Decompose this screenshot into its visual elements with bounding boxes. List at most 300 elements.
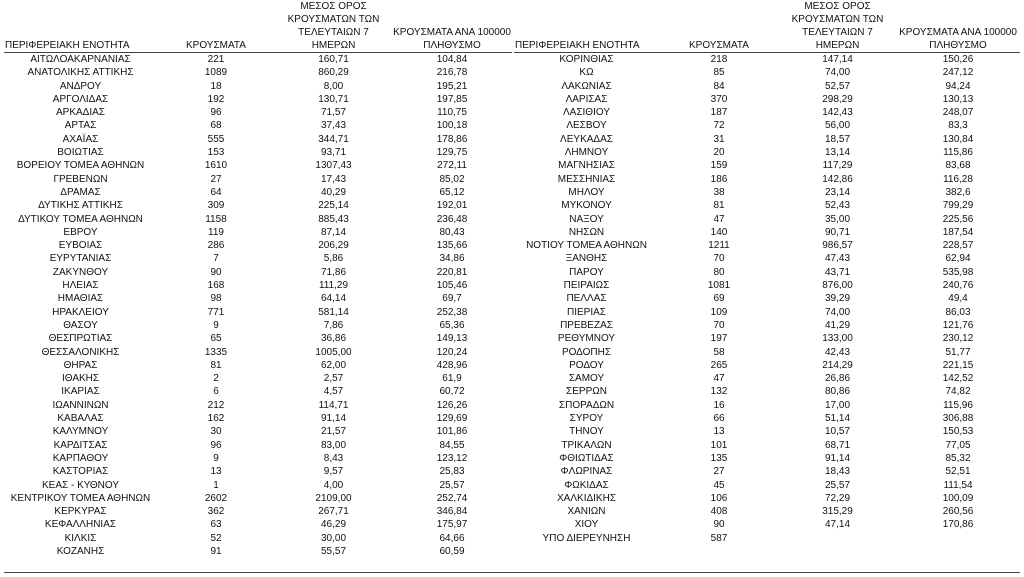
per100k-cell: 64,66	[439, 532, 465, 544]
region-cell: ΘΕΣΣΑΛΟΝΙΚΗΣ	[41, 346, 120, 358]
per100k-cell: 83,68	[945, 160, 971, 172]
avg7-cell: 72,29	[824, 492, 851, 504]
avg7-cell: 10,57	[824, 426, 851, 438]
cases-cell: 7	[213, 253, 219, 265]
cases-cell: 1211	[708, 240, 730, 252]
per100k-cell: 221,15	[942, 359, 974, 371]
table-row	[4, 452, 512, 465]
table-row	[4, 226, 512, 239]
cases-cell: 98	[210, 293, 222, 305]
avg7-cell: 344,71	[318, 133, 349, 145]
avg7-cell: 130,71	[318, 93, 349, 105]
per100k-cell: 248,07	[942, 107, 974, 119]
table-row	[514, 239, 1020, 252]
region-cell: ΑΡΤΑΣ	[64, 120, 97, 132]
per100k-cell: 142,52	[942, 373, 974, 385]
cases-cell: 408	[710, 506, 728, 518]
per100k-cell: 51,77	[945, 346, 971, 358]
cases-cell: 101	[710, 439, 728, 451]
per100k-cell: 60,72	[439, 386, 465, 398]
table-row	[514, 159, 1020, 172]
region-cell: ΞΑΝΘΗΣ	[565, 253, 608, 265]
region-cell: ΡΕΘΥΜΝΟΥ	[557, 333, 616, 345]
region-cell: ΑΡΚΑΔΙΑΣ	[56, 107, 105, 119]
per100k-cell: 65,36	[439, 319, 465, 331]
table-row	[4, 439, 512, 452]
avg7-cell: 46,29	[320, 519, 347, 531]
avg7-cell: 876,00	[822, 280, 853, 292]
avg7-cell: 111,29	[318, 280, 349, 292]
table-row	[514, 532, 1020, 545]
table-row	[514, 346, 1020, 359]
table-row	[514, 372, 1020, 385]
cases-cell: 218	[710, 54, 728, 65]
per100k-cell: 247,12	[942, 67, 974, 79]
cases-cell: 30	[210, 426, 222, 438]
per100k-cell: 306,88	[942, 413, 974, 425]
region-cell: ΚΑΣΤΟΡΙΑΣ	[52, 466, 109, 478]
table-row	[514, 332, 1020, 345]
region-cell: ΠΡΕΒΕΖΑΣ	[560, 319, 613, 331]
per100k-cell: 149,13	[436, 333, 468, 345]
region-cell: ΑΝΔΡΟΥ	[59, 80, 102, 92]
per100k-cell: 116,28	[943, 173, 973, 185]
per100k-cell: 61,9	[442, 373, 462, 385]
region-cell: ΧΑΛΚΙΔΙΚΗΣ	[557, 492, 616, 504]
cases-cell: 1089	[204, 67, 228, 79]
header-region: ΠΕΡΙΦΕΡΕΙΑΚΗ ΕΝΟΤΗΤΑ	[4, 0, 157, 53]
region-cell: ΠΑΡΟΥ	[569, 266, 604, 278]
cases-cell: 153	[207, 147, 225, 159]
avg7-cell: 80,86	[824, 386, 851, 398]
avg7-cell: 4,00	[323, 479, 344, 491]
region-cell: ΚΕΡΚΥΡΑΣ	[54, 506, 107, 518]
table-row	[4, 173, 512, 186]
avg7-cell: 5,86	[323, 253, 344, 265]
table-row	[4, 106, 512, 119]
region-cell: ΧΑΝΙΩΝ	[567, 506, 606, 518]
avg7-cell: 74,00	[824, 306, 851, 318]
avg7-cell: 21,57	[320, 426, 347, 438]
per100k-cell: 260,56	[942, 506, 974, 518]
avg7-cell: 91,14	[824, 452, 851, 464]
cases-cell: 70	[713, 319, 725, 331]
table-row	[514, 279, 1020, 292]
table-row	[514, 385, 1020, 398]
region-cell: ΠΙΕΡΙΑΣ	[567, 306, 606, 318]
region-cell: ΣΥΡΟΥ	[569, 413, 604, 425]
region-cell: ΕΥΒΟΙΑΣ	[58, 240, 103, 252]
per100k-cell: 105,46	[436, 280, 468, 292]
table-row	[514, 133, 1020, 146]
avg7-cell: 160,71	[318, 54, 349, 65]
header-cases: ΚΡΟΥΣΜΑΤΑ	[659, 0, 779, 53]
per100k-cell: 150,53	[942, 426, 974, 438]
cases-cell: 47	[713, 213, 725, 225]
cases-cell: 187	[710, 107, 728, 119]
region-cell: ΗΛΕΙΑΣ	[62, 280, 99, 292]
per100k-cell: 110,75	[437, 107, 467, 119]
table-row	[4, 279, 512, 292]
region-cell: ΚΟΖΑΝΗΣ	[56, 545, 105, 557]
per100k-cell: 52,51	[945, 466, 971, 478]
region-cell: ΗΜΑΘΙΑΣ	[57, 293, 104, 305]
avg7-cell: 17,43	[320, 173, 347, 185]
per100k-cell: 150,26	[942, 54, 974, 65]
avg7-cell: 51,14	[824, 413, 851, 425]
per100k-cell: 85,32	[945, 452, 971, 464]
avg7-cell: 35,00	[824, 213, 851, 225]
avg7-cell: 117,29	[822, 160, 853, 172]
table-row	[4, 532, 512, 545]
region-cell: ΗΡΑΚΛΕΙΟΥ	[52, 306, 109, 318]
region-cell: ΕΒΡΟΥ	[63, 226, 98, 238]
region-cell: ΓΡΕΒΕΝΩΝ	[53, 173, 108, 185]
per100k-cell: 272,11	[437, 160, 467, 172]
per100k-cell: 230,12	[942, 333, 974, 345]
avg7-cell: 47,43	[824, 253, 851, 265]
table-row	[514, 266, 1020, 279]
per100k-cell: 77,05	[945, 439, 971, 451]
table-row	[4, 465, 512, 478]
region-cell: ΔΡΑΜΑΣ	[60, 186, 101, 198]
avg7-cell: 47,14	[824, 519, 851, 531]
avg7-cell: 133,00	[822, 333, 853, 345]
region-cell: ΠΕΙΡΑΙΩΣ	[563, 280, 610, 292]
cases-cell: 91	[210, 545, 222, 557]
per100k-cell: 170,86	[942, 519, 974, 531]
region-cell: ΘΗΡΑΣ	[63, 359, 98, 371]
region-cell: ΛΑΚΩΝΙΑΣ	[561, 80, 612, 92]
cases-cell: 31	[713, 133, 725, 145]
avg7-cell: 4,57	[323, 386, 344, 398]
region-cell: ΔΥΤΙΚΗΣ ΑΤΤΙΚΗΣ	[38, 200, 123, 212]
avg7-cell: 74,00	[824, 67, 851, 79]
region-cell: ΡΟΔΟΠΗΣ	[561, 346, 612, 358]
cases-cell: 16	[713, 399, 725, 411]
table-row	[514, 492, 1020, 505]
header-cases: ΚΡΟΥΣΜΑΤΑ	[157, 0, 275, 53]
table-row	[514, 412, 1020, 425]
table-row	[4, 518, 512, 531]
table-row	[514, 306, 1020, 319]
table-row	[514, 439, 1020, 452]
per100k-cell: 85,02	[439, 173, 465, 185]
avg7-cell: 9,57	[323, 466, 344, 478]
table-row	[4, 492, 512, 505]
avg7-cell: 114,71	[318, 399, 349, 411]
table-row	[4, 412, 512, 425]
table-row	[514, 146, 1020, 159]
table-row	[514, 465, 1020, 478]
avg7-cell: 56,00	[824, 120, 851, 132]
header-row	[4, 0, 512, 53]
cases-cell: 9	[213, 452, 219, 464]
per100k-cell: 346,84	[436, 506, 468, 518]
region-cell: ΥΠΟ ΔΙΕΡΕΥΝΗΣΗ	[542, 532, 631, 544]
region-cell: ΣΕΡΡΩΝ	[566, 386, 607, 398]
per100k-cell: 80,43	[439, 226, 465, 238]
region-cell: ΕΥΡΥΤΑΝΙΑΣ	[49, 253, 112, 265]
cases-cell: 90	[713, 519, 725, 531]
avg7-cell: 87,14	[320, 226, 347, 238]
cases-cell: 2	[213, 373, 219, 385]
table-row	[4, 252, 512, 265]
cases-cell: 58	[713, 346, 725, 358]
table-row	[4, 505, 512, 518]
table-row	[4, 306, 512, 319]
cases-cell: 70	[713, 253, 725, 265]
cases-cell: 309	[207, 200, 225, 212]
avg7-cell: 68,71	[824, 439, 851, 451]
per100k-cell: 197,85	[436, 93, 468, 105]
per100k-cell: 120,24	[436, 346, 468, 358]
avg7-cell: 71,57	[320, 107, 347, 119]
per100k-cell: 192,01	[436, 200, 468, 212]
region-cell: ΝΟΤΙΟΥ ΤΟΜΕΑ ΑΘΗΝΩΝ	[526, 240, 647, 252]
cases-cell: 370	[710, 93, 728, 105]
region-cell: ΚΕΑΣ - ΚΥΘΝΟΥ	[42, 479, 119, 491]
table-row	[514, 80, 1020, 93]
cases-cell: 63	[210, 519, 222, 531]
per100k-cell: 62,94	[945, 253, 971, 265]
cases-cell: 69	[713, 293, 725, 305]
region-cell: ΦΛΩΡΙΝΑΣ	[560, 466, 613, 478]
per100k-cell: 104,84	[436, 54, 468, 65]
per100k-cell: 49,4	[948, 293, 968, 305]
region-cell: ΚΑΛΥΜΝΟΥ	[52, 426, 109, 438]
per100k-cell: 195,21	[436, 80, 468, 92]
per100k-cell: 130,84	[942, 133, 974, 145]
avg7-cell: 91,14	[320, 413, 347, 425]
avg7-cell: 8,00	[323, 80, 344, 92]
avg7-cell: 315,29	[822, 506, 853, 518]
table-row	[514, 106, 1020, 119]
cases-cell: 81	[713, 200, 725, 212]
per100k-cell: 129,75	[436, 147, 468, 159]
per100k-cell: 228,57	[942, 240, 974, 252]
cases-cell: 109	[710, 306, 728, 318]
avg7-cell: 62,00	[320, 359, 347, 371]
region-cell: ΤΗΝΟΥ	[569, 426, 604, 438]
cases-cell: 66	[713, 413, 725, 425]
cases-cell: 106	[710, 492, 728, 504]
cases-cell: 1610	[204, 160, 228, 172]
per100k-cell: 428,96	[436, 359, 468, 371]
per100k-cell: 83,3	[948, 120, 968, 132]
cases-cell: 186	[710, 173, 728, 185]
cases-cell: 13	[713, 426, 725, 438]
per100k-cell: 240,76	[942, 280, 974, 292]
table-row	[514, 226, 1020, 239]
region-cell: ΤΡΙΚΑΛΩΝ	[561, 439, 612, 451]
cases-cell: 45	[713, 479, 725, 491]
per100k-cell: 382,6	[945, 186, 971, 198]
avg7-cell: 267,71	[318, 506, 349, 518]
header-row	[514, 0, 1020, 53]
per100k-cell: 100,09	[942, 492, 974, 504]
cases-cell: 85	[713, 67, 725, 79]
table-row	[514, 252, 1020, 265]
avg7-cell: 7,86	[323, 319, 344, 331]
table-row	[4, 385, 512, 398]
avg7-cell: 2,57	[323, 373, 344, 385]
region-cell: ΣΠΟΡΑΔΩΝ	[558, 399, 615, 411]
avg7-cell: 52,43	[824, 200, 851, 212]
region-cell: ΝΗΣΩΝ	[568, 226, 605, 238]
region-cell: ΛΑΡΙΣΑΣ	[565, 93, 608, 105]
region-cell: ΙΩΑΝΝΙΝΩΝ	[52, 399, 109, 411]
per100k-cell: 84,55	[439, 439, 465, 451]
cases-cell: 72	[713, 120, 725, 132]
per100k-cell: 25,83	[439, 466, 465, 478]
table-row	[4, 213, 512, 226]
table-row	[4, 372, 512, 385]
avg7-cell: 225,14	[318, 200, 349, 212]
cases-cell: 20	[713, 147, 725, 159]
table-row	[4, 479, 512, 492]
per100k-cell: 123,12	[436, 452, 468, 464]
per100k-cell: 115,86	[943, 147, 973, 159]
table-row	[4, 53, 512, 67]
table-row	[4, 146, 512, 159]
per100k-cell: 74,82	[945, 386, 971, 398]
per100k-cell: 100,18	[436, 120, 468, 132]
table-row	[514, 399, 1020, 412]
avg7-cell: 30,00	[320, 532, 347, 544]
per100k-cell: 225,56	[942, 213, 974, 225]
cases-cell: 159	[710, 160, 728, 172]
region-cell: ΜΕΣΣΗΝΙΑΣ	[557, 173, 616, 185]
region-cell: ΚΑΒΑΛΑΣ	[57, 413, 104, 425]
cases-cell: 587	[710, 532, 728, 544]
cases-cell: 197	[710, 333, 728, 345]
avg7-cell: 71,86	[320, 266, 347, 278]
avg7-cell: 39,29	[824, 293, 851, 305]
avg7-cell: 41,29	[824, 319, 851, 331]
per100k-cell: 25,57	[439, 479, 465, 491]
cases-cell: 27	[713, 466, 725, 478]
cases-cell: 52	[210, 532, 222, 544]
table-row	[4, 133, 512, 146]
per100k-cell: 252,38	[436, 306, 468, 318]
avg7-cell: 2109,00	[315, 492, 352, 504]
cases-cell: 168	[207, 280, 225, 292]
table-row	[514, 479, 1020, 492]
avg7-cell: 18,43	[824, 466, 851, 478]
table-row	[4, 159, 512, 172]
table-row	[4, 239, 512, 252]
avg7-cell: 18,57	[824, 133, 851, 145]
region-cell: ΚΑΡΠΑΘΟΥ	[52, 452, 109, 464]
region-cell: ΜΑΓΝΗΣΙΑΣ	[558, 160, 615, 172]
per100k-cell: 126,26	[436, 399, 468, 411]
cases-cell: 96	[210, 439, 222, 451]
cases-cell: 96	[210, 107, 222, 119]
region-cell: ΛΗΜΝΟΥ	[564, 147, 609, 159]
cases-cell: 18	[210, 80, 222, 92]
table-row	[514, 452, 1020, 465]
header-region: ΠΕΡΙΦΕΡΕΙΑΚΗ ΕΝΟΤΗΤΑ	[514, 0, 659, 53]
cases-cell: 192	[207, 93, 225, 105]
avg7-cell	[779, 532, 896, 545]
avg7-cell: 206,29	[318, 240, 349, 252]
cases-cell: 13	[210, 466, 222, 478]
region-cell: ΙΘΑΚΗΣ	[61, 373, 100, 385]
avg7-cell: 1307,43	[315, 160, 352, 172]
region-cell: ΘΑΣΟΥ	[63, 319, 98, 331]
region-cell: ΚΟΡΙΝΘΙΑΣ	[559, 54, 614, 65]
avg7-cell: 40,29	[320, 186, 347, 198]
avg7-cell: 26,86	[824, 373, 851, 385]
table-row	[4, 292, 512, 305]
region-cell: ΚΩ	[579, 67, 594, 79]
per100k-cell: 178,86	[436, 133, 468, 145]
header-per100k: ΚΡΟΥΣΜΑΤΑ ΑΝΑ 100000 ΠΛΗΘΥΣΜΟ	[896, 0, 1020, 53]
avg7-cell: 147,14	[822, 54, 853, 65]
avg7-cell: 52,57	[824, 80, 851, 92]
region-cell: ΚΑΡΔΙΤΣΑΣ	[53, 439, 108, 451]
avg7-cell: 885,43	[318, 213, 349, 225]
per100k-cell: 135,66	[436, 240, 468, 252]
region-cell: ΠΕΛΛΑΣ	[566, 293, 607, 305]
table-row	[4, 93, 512, 106]
region-cell: ΧΙΟΥ	[574, 519, 599, 531]
table-row	[514, 319, 1020, 332]
region-cell: ΡΟΔΟΥ	[569, 359, 604, 371]
per100k-cell: 175,97	[436, 519, 468, 531]
table-row	[514, 53, 1020, 67]
cases-cell: 555	[207, 133, 225, 145]
region-cell: ΙΚΑΡΙΑΣ	[61, 386, 100, 398]
region-cell: ΑΙΤΩΛΟΑΚΑΡΝΑΝΙΑΣ	[30, 54, 131, 65]
table-row	[4, 186, 512, 199]
per100k-cell: 111,54	[943, 479, 973, 491]
per100k-cell: 94,24	[945, 80, 971, 92]
table-row	[514, 213, 1020, 226]
table-row	[514, 119, 1020, 132]
cases-cell: 64	[210, 186, 222, 198]
table-row	[4, 332, 512, 345]
avg7-cell: 214,29	[822, 359, 853, 371]
avg7-cell: 25,57	[824, 479, 851, 491]
region-cell: ΜΗΛΟΥ	[568, 186, 605, 198]
per100k-cell: 252,74	[436, 492, 468, 504]
table-row	[4, 80, 512, 93]
table-row	[4, 119, 512, 132]
region-cell: ΛΕΥΚΑΔΑΣ	[560, 133, 613, 145]
cases-cell: 265	[710, 359, 728, 371]
table-row	[514, 518, 1020, 531]
table-row	[514, 425, 1020, 438]
per100k-cell	[896, 532, 1020, 545]
per100k-cell: 216,78	[436, 67, 468, 79]
avg7-cell: 8,43	[323, 452, 344, 464]
table-row	[4, 319, 512, 332]
table-row	[514, 505, 1020, 518]
cases-table-left	[4, 0, 512, 558]
avg7-cell: 42,43	[824, 346, 851, 358]
table-row	[4, 399, 512, 412]
cases-cell: 6	[213, 386, 219, 398]
region-cell: ΛΑΣΙΘΙΟΥ	[563, 107, 610, 119]
table-row	[4, 359, 512, 372]
region-cell: ΝΑΞΟΥ	[569, 213, 604, 225]
cases-cell: 362	[207, 506, 225, 518]
per100k-cell: 101,86	[436, 426, 468, 438]
table-row	[514, 186, 1020, 199]
region-cell: ΚΕΦΑΛΛΗΝΙΑΣ	[44, 519, 117, 531]
